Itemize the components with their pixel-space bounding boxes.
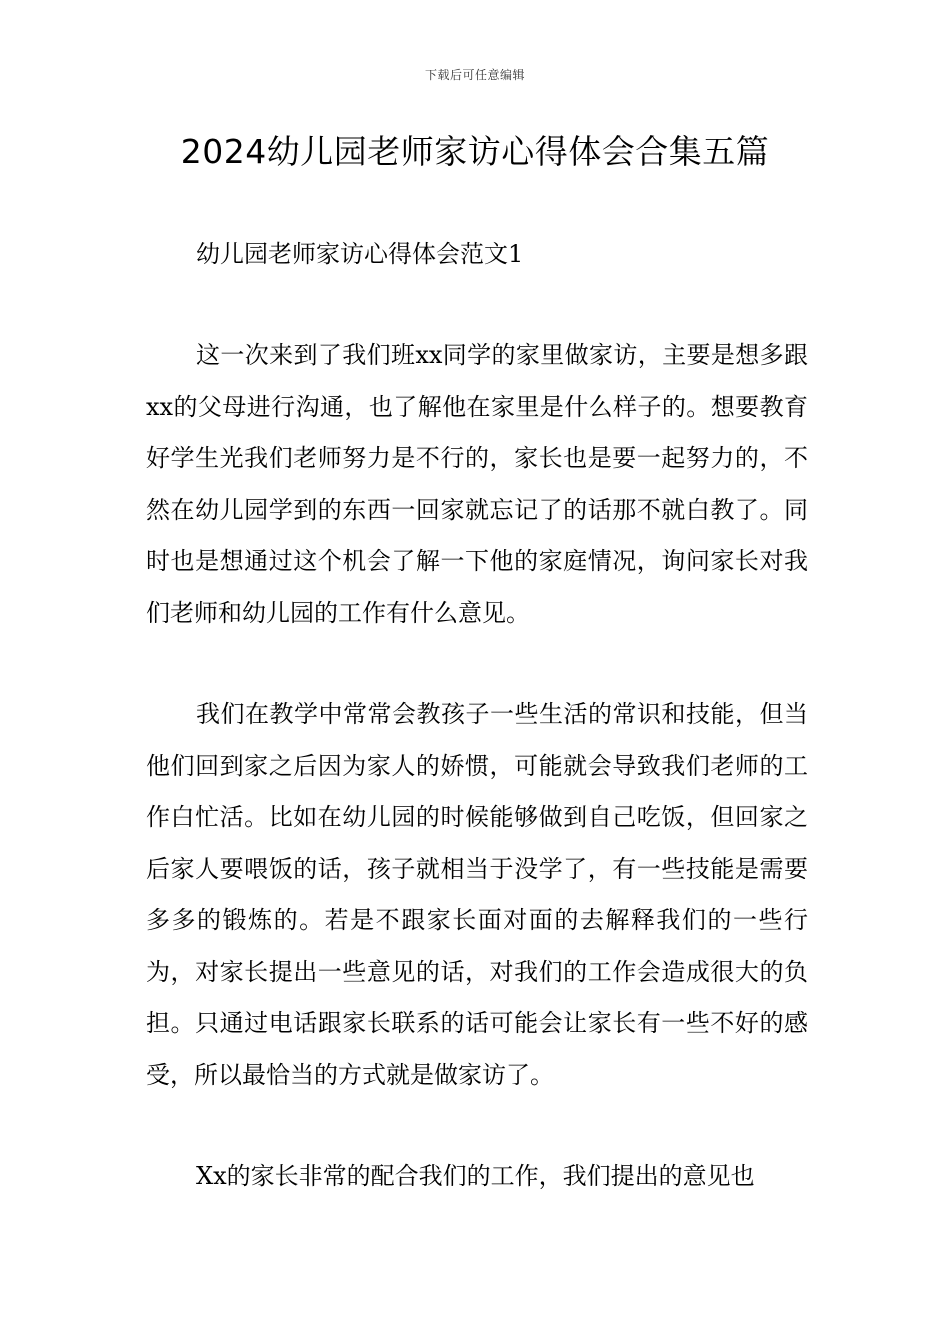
paragraph: Xx的家长非常的配合我们的工作，我们提出的意见也 xyxy=(196,1162,755,1190)
header-note: 下载后可任意编辑 xyxy=(424,68,525,82)
document-title: 2024幼儿园老师家访心得体会合集五篇 xyxy=(180,132,770,171)
document-body xyxy=(146,330,808,1253)
paragraph: 我们在教学中常常会教孩子一些生活的常识和技能，但当他们回到家之后因为家人的娇惯，可能就会导致我们老师的工作白忙活。比如在幼儿园的时候能够做到自己吃饭，但回家之后家人要喂饭的话，孩子就相当于没学了，有一些技能是需要多多的锻炼的。若是不跟家长面对面的去解释我们的一些行为，对家长提出一些意见的话，对我们的工作会造成很大的负担。只通过电话跟家长联系的话可能会让家长有一些不好的感受，所以最恰当的方式就是做家访了。 xyxy=(146,700,808,1089)
section-heading: 幼儿园老师家访心得体会范文1 xyxy=(196,240,524,268)
paragraph: 这一次来到了我们班xx同学的家里做家访，主要是想多跟xx的父母进行沟通，也了解他在家里是什么样子的。想要教育好学生光我们老师努力是不行的，家长也是要一起努力的，不然在幼儿园学到的东西一回家就忘记了的话那不就白教了。同时也是想通过这个机会了解一下他的家庭情况，询问家长对我们老师和幼儿园的工作有什么意见。 xyxy=(146,341,808,627)
